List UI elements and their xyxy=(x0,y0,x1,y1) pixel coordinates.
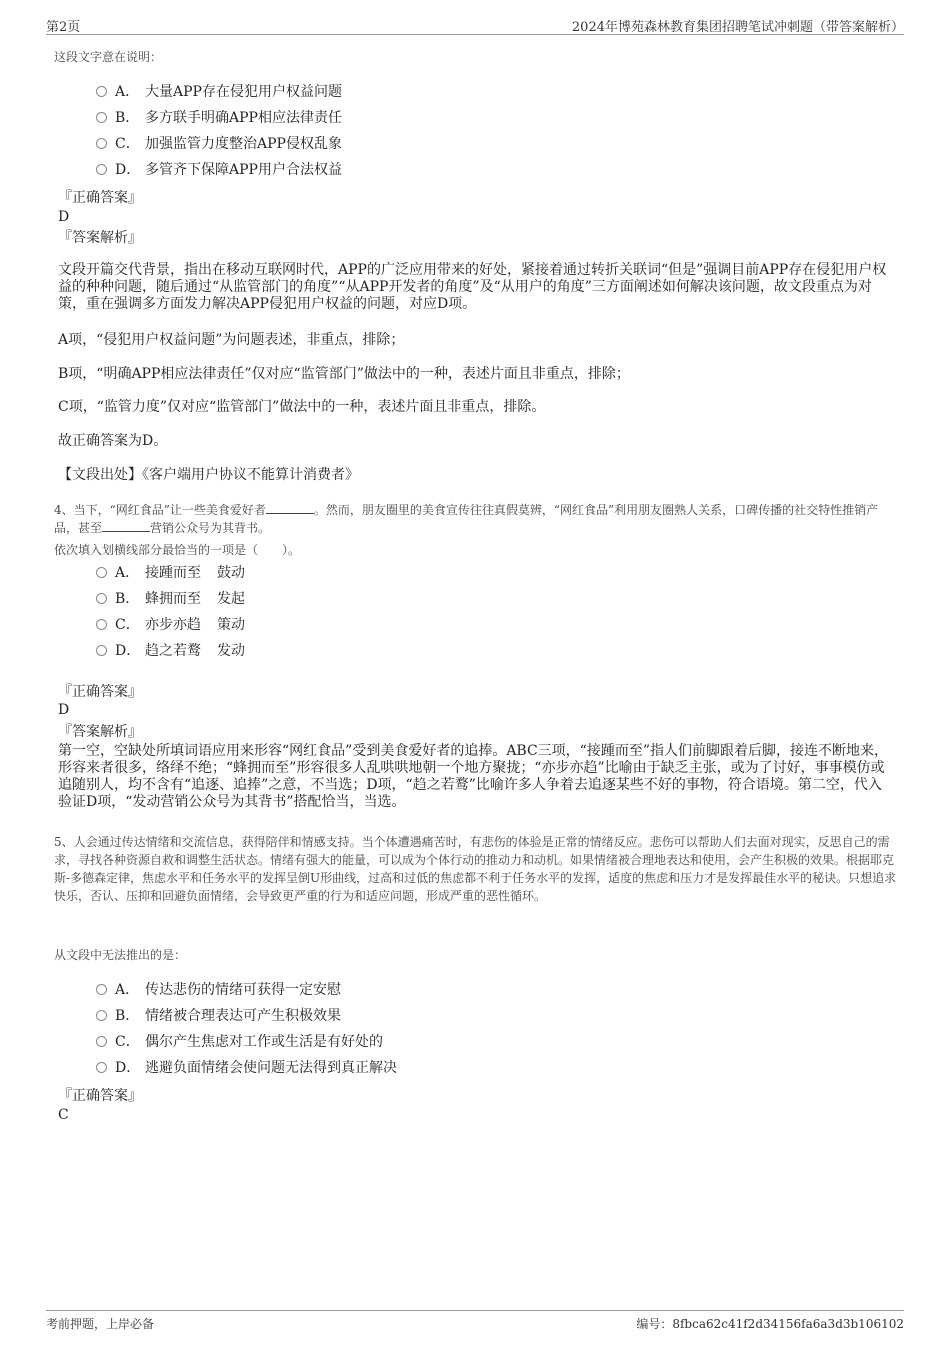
q3-option-d[interactable]: D． 多管齐下保障APP用户合法权益 xyxy=(96,160,342,180)
q4-analysis-label: 『答案解析』 xyxy=(58,724,142,740)
q4-option-d[interactable]: D． 趋之若鹜 发动 xyxy=(96,641,245,661)
footer-slogan: 考前押题，上岸必备 xyxy=(46,1317,155,1331)
q3-analysis-main: 文段开篇交代背景，指出在移动互联网时代，APP的广泛应用带来的好处，紧接着通过转折关联词“但是”强调目前APP存在侵犯用户权益的种种问题，随后通过“从监管部门的角度”“从APP开发者的角度”及“从用户的角度”三方面阐述如何解决该问题，故文段重点为对策，重在强调多方面发力解决APP侵犯用户权益的问题，对应D项。 xyxy=(58,262,887,312)
fill-blank xyxy=(266,502,314,514)
q5-prompt: 从文段中无法推出的是： xyxy=(54,948,187,962)
q4-option-c[interactable]: C． 亦步亦趋 策动 xyxy=(96,615,245,635)
q3-option-c[interactable]: C． 加强监管力度整治APP侵权乱象 xyxy=(96,134,342,154)
radio-icon[interactable] xyxy=(96,1062,107,1073)
page-header xyxy=(46,14,904,35)
q5-option-b[interactable]: B． 情绪被合理表达可产生积极效果 xyxy=(96,1006,341,1026)
q4-prompt: 依次填入划横线部分最恰当的一项是（ ）。 xyxy=(54,543,301,557)
q3-stem-tail: 这段文字意在说明： xyxy=(54,50,163,64)
q5-option-c[interactable]: C． 偶尔产生焦虑对工作或生活是有好处的 xyxy=(96,1032,383,1052)
document-title: 2024年博苑森林教育集团招聘笔试冲刺题（带答案解析） xyxy=(571,20,904,35)
radio-icon[interactable] xyxy=(96,984,107,995)
radio-icon[interactable] xyxy=(96,86,107,97)
radio-icon[interactable] xyxy=(96,567,107,578)
q3-answer: D xyxy=(58,209,70,225)
q3-source: 【文段出处】《客户端用户协议不能算计消费者》 xyxy=(58,467,359,483)
page-number: 第2页 xyxy=(46,20,81,35)
document-code: 编号：8fbca62c41f2d34156fa6a3d3b106102 xyxy=(636,1317,904,1331)
q4-option-a[interactable]: A． 接踵而至 鼓动 xyxy=(96,563,245,583)
q3-option-b[interactable]: B． 多方联手明确APP相应法律责任 xyxy=(96,108,342,128)
q3-analysis-c: C项，“监管力度”仅对应“监管部门”做法中的一种，表述片面且非重点，排除。 xyxy=(58,399,546,415)
q3-option-a[interactable]: A． 大量APP存在侵犯用户权益问题 xyxy=(96,82,342,102)
radio-icon[interactable] xyxy=(96,112,107,123)
q3-analysis-conclusion: 故正确答案为D。 xyxy=(58,433,168,449)
q4-option-b[interactable]: B． 蜂拥而至 发起 xyxy=(96,589,245,609)
q5-answer: C xyxy=(58,1107,69,1123)
q5-option-a[interactable]: A． 传达悲伤的情绪可获得一定安慰 xyxy=(96,980,341,1000)
radio-icon[interactable] xyxy=(96,593,107,604)
q5-option-d[interactable]: D． 逃避负面情绪会使问题无法得到真正解决 xyxy=(96,1058,397,1078)
q4-analysis: 第一空，空缺处所填词语应用来形容“网红食品”受到美食爱好者的追捧。ABC三项，“接踵而至”指人们前脚跟着后脚，接连不断地来，形容来者很多，络绎不绝；“蜂拥而至”形容很多人乱哄哄地朝一个地方聚拢；“亦步亦趋”比喻由于缺乏主张，或为了讨好，事事模仿或追随别人，均不含有“追逐、追捧”之意，不当选；D项，“趋之若鹜”比喻许多人争着去追逐某些不好的事物，符合语境。第二空，代入验证D项，“发动营销公众号为其背书”搭配恰当，当选。 xyxy=(58,743,888,810)
q3-analysis-b: B项，“明确APP相应法律责任”仅对应“监管部门”做法中的一种，表述片面且非重点，排除； xyxy=(58,366,630,382)
radio-icon[interactable] xyxy=(96,645,107,656)
radio-icon[interactable] xyxy=(96,164,107,175)
q5-answer-label: 『正确答案』 xyxy=(58,1088,142,1104)
radio-icon[interactable] xyxy=(96,1036,107,1047)
radio-icon[interactable] xyxy=(96,1010,107,1021)
q3-analysis-a: A项，“侵犯用户权益问题”为问题表述，非重点，排除； xyxy=(58,332,405,348)
q3-analysis-label: 『答案解析』 xyxy=(58,230,142,246)
q4-stem: 4、当下，“网红食品”让一些美食爱好者 。然而，朋友圈里的美食宣传往往真假莫辨，“网红食品”利用朋友圈熟人关系，口碑传播的社交特性推销产品，甚至 营销公众号为其背书。 xyxy=(54,503,879,535)
radio-icon[interactable] xyxy=(96,619,107,630)
fill-blank xyxy=(102,520,150,532)
q5-stem: 5、人会通过传达情绪和交流信息，获得陪伴和情感支持。当个体遭遇痛苦时，有悲伤的体验是正常的情绪反应。悲伤可以帮助人们去面对现实，反思自己的需求，寻找各种资源自救和调整生活状态。情绪有强大的能量，可以成为个体行动的推动力和动机。如果情绪被合理地表达和使用，会产生积极的效果。根据耶克斯-多德森定律，焦虑水平和任务水平的发挥呈倒U形曲线，过高和过低的焦虑都不利于任务水平的发挥，适度的焦虑和压力才是发挥最佳水平的秘诀。只想追求快乐，否认、压抑和回避负面情绪，会导致更严重的行为和适应问题，形成严重的恶性循环。 xyxy=(54,835,897,903)
q4-answer: D xyxy=(58,702,70,718)
radio-icon[interactable] xyxy=(96,138,107,149)
q4-answer-label: 『正确答案』 xyxy=(58,684,142,700)
page-footer xyxy=(46,1310,904,1337)
q3-answer-label: 『正确答案』 xyxy=(58,190,142,206)
